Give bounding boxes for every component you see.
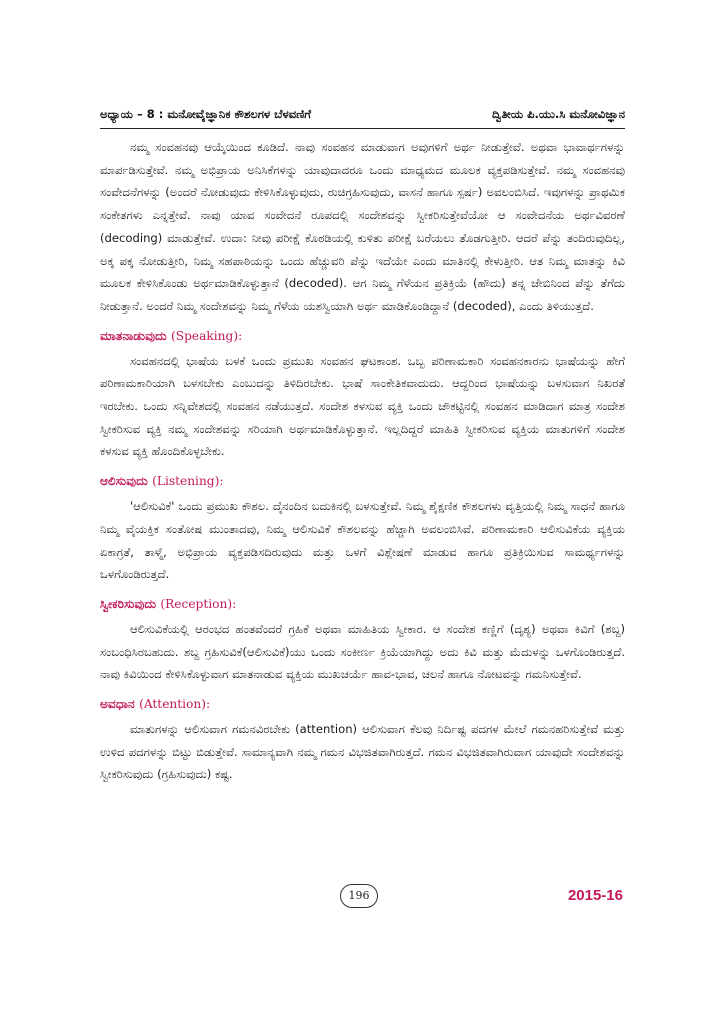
section-heading-reception	[100, 594, 625, 614]
page-number: 196	[340, 884, 378, 908]
section-heading-kn: ಆಲಿಸುವುದು	[100, 474, 148, 489]
page-header	[100, 107, 625, 125]
section-body-reception: ಆಲಿಸುವಿಕೆಯಲ್ಲಿ ಆರಂಭದ ಹಂತವೆಂದರೆ ಗ್ರಹಿಕೆ ಅಥವಾ ಮಾಹಿತಿಯ ಸ್ವೀಕಾರ. ಆ ಸಂದೇಶ ಕಣ್ಣಿಗೆ (ದೃಶ್ಯ) ಅಥವಾ ಕಿವಿಗೆ (ಶಬ್ದ) ಸಂಬಂಧಿಸಿರಬಹುದು. ಶಬ್ದ ಗ್ರಹಿಸುವಿಕೆ(ಆಲಿಸುವಿಕೆ)ಯು ಒಂದು ಸಂಕೀರ್ಣ ಕ್ರಿಯೆಯಾಗಿದ್ದು ಅದು ಕಿವಿ ಮತ್ತು ಮೆದುಳನ್ನು ಒಳಗೊಂಡಿರುತ್ತದೆ. ನಾವು ಕಿವಿಯಿಂದ ಕೇಳಿಸಿಕೊಳ್ಳುವಾಗ ಮಾತನಾಡುವ ವ್ಯಕ್ತಿಯ ಮುಖಚರ್ಯೆ ಹಾವ-ಭಾವ, ಚಲನೆ ಹಾಗೂ ನೋಟವನ್ನು ಗಮನಿಸುತ್ತೇವೆ.	[100, 621, 625, 682]
section-heading-en: (Speaking):	[171, 328, 243, 343]
page-content	[100, 136, 625, 786]
section-heading-kn: ಮಾತನಾಡುವುದು	[100, 328, 167, 343]
header-divider	[100, 128, 625, 129]
section-heading-kn: ಸ್ವೀಕರಿಸುವುದು	[100, 596, 157, 611]
section-heading-en: (Reception):	[160, 596, 237, 611]
course-title: ದ್ವಿತೀಯ ಪಿ.ಯು.ಸಿ ಮನೋವಿಜ್ಞಾನ	[491, 107, 625, 121]
section-body-attention: ಮಾತುಗಳನ್ನು ಆಲಿಸುವಾಗ ಗಮನವಿರಬೇಕು (attention) ಆಲಿಸುವಾಗ ಕೆಲವು ನಿರ್ದಿಷ್ಟ ಪದಗಳ ಮೇಲೆ ಗಮನಹರಿಸುತ್ತೇವೆ ಮತ್ತು ಉಳಿದ ಪದಗಳನ್ನು ಬಿಟ್ಟು ಬಿಡುತ್ತೇವೆ. ಸಾಮಾನ್ಯವಾಗಿ ನಮ್ಮ ಗಮನ ವಿಭಜಿತವಾಗಿರುತ್ತದೆ. ಗಮನ ವಿಭಜಿತವಾಗಿರುವಾಗ ಯಾವುದೇ ಸಂದೇಶವನ್ನು ಸ್ವೀಕರಿಸುವುದು (ಗ್ರಹಿಸುವುದು) ಕಷ್ಟ.	[100, 722, 625, 782]
section-body-speaking: ಸಂವಹನದಲ್ಲಿ ಭಾಷೆಯ ಬಳಕೆ ಒಂದು ಪ್ರಮುಖ ಸಂವಹನ ಘಟಕಾಂಶ. ಒಬ್ಬ ಪರಿಣಾಮಕಾರಿ ಸಂವಹನಕಾರನು ಭಾಷೆಯನ್ನು ಹೇಗೆ ಪರಿಣಾಮಕಾರಿಯಾಗಿ ಬಳಸಬೇಕು ಎಂಬುದನ್ನು ತಿಳಿದಿರಬೇಕು. ಭಾಷೆ ಸಾಂಕೇತಿಕವಾದುದು. ಆದ್ದರಿಂದ ಭಾಷೆಯನ್ನು ಬಳಸುವಾಗ ನಿಖರತೆ ಇರಬೇಕು. ಒಂದು ಸನ್ನಿವೇಶದಲ್ಲಿ ಸಂವಹನ ನಡೆಯುತ್ತದೆ. ಸಂದೇಶ ಕಳಸುವ ವ್ಯಕ್ತಿ ಒಂದು ಚೌಕಟ್ಟಿನಲ್ಲಿ ಸಂವಹನ ಮಾಡಿದಾಗ ಮಾತ್ರ ಸಂದೇಶ ಸ್ವೀಕರಿಸುವ ವ್ಯಕ್ತಿ ನಮ್ಮ ಸಂದೇಶವನ್ನು ಸರಿಯಾಗಿ ಅರ್ಥಮಾಡಿಕೊಳ್ಳುತ್ತಾನೆ. ಇಲ್ಲದಿದ್ದರೆ ಮಾಹಿತಿ ಸ್ವೀಕರಿಸುವ ವ್ಯಕ್ತಿಯ ಮಾತುಗಳಿಗೆ ಸಂದೇಶ ಕಳಸುವ ವ್ಯಕ್ತಿ ಹೊಂದಿಕೊಳ್ಳಬೇಕು.	[100, 353, 625, 459]
section-heading-en: (Attention):	[139, 697, 211, 712]
intro-paragraph: ನಮ್ಮ ಸಂವಹನವು ಆಯ್ಕೆಯಿಂದ ಕೂಡಿದೆ. ನಾವು ಸಂವಹನ ಮಾಡುವಾಗ ಅವುಗಳಿಗೆ ಅರ್ಥ ನೀಡುತ್ತೇವೆ. ಅಥವಾ ಭಾವಾರ್ಥಗಳನ್ನು ಮಾರ್ಪಡಿಸುತ್ತೇವೆ. ನಮ್ಮ ಅಭಿಪ್ರಾಯ ಅನಿಸಿಕೆಗಳನ್ನು ಯಾವುದಾದರೂ ಒಂದು ಮಾಧ್ಯಮದ ಮೂಲಕ ವ್ಯಕ್ತಪಡಿಸುತ್ತೇವೆ. ನಮ್ಮ ಸಂವಹನವು ಸಂವೇದನೆಗಳನ್ನು (ಅಂದರೆ ನೋಡುವುದು ಕೇಳಿಸಿಕೊಳ್ಳುವುದು, ರುಚಿಗ್ರಹಿಸುವುದು, ವಾಸನೆ ಹಾಗೂ ಸ್ಪರ್ಷ) ಅವಲಂಬಿಸಿದೆ. ಇವುಗಳನ್ನು ಪ್ರಾಥಮಿಕ ಸಂಕೇತಗಳು ಎನ್ನತ್ತೇವೆ. ನಾವು ಯಾವ ಸಂವೇದನೆ ರೂಪದಲ್ಲಿ ಸಂದೇಶವನ್ನು ಸ್ವೀಕರಿಸುತ್ತೇವೆಯೋ ಆ ಸಂವೇದನೆಯ ಅರ್ಥವಿವರಣೆ (decoding) ಮಾಡುತ್ತೇವೆ. ಉದಾ: ನೀವು ಪರೀಕ್ಷೆ ಕೊಠಡಿಯಲ್ಲಿ ಕುಳಿತು ಪರೀಕ್ಷೆ ಬರೆಯಲು ತೊಡಗುತ್ತೀರಿ. ಆದರೆ ಪೆನ್ನು ತಂದಿರುವುದಿಲ್ಲ, ಅಕ್ಕ ಪಕ್ಕ ನೋಡುತ್ತೀರಿ, ನಿಮ್ಮ ಸಹಪಾಠಿಯನ್ನು ಒಂದು ಹೆಚ್ಚುವರಿ ಪೆನ್ನು ಇದೆಯೇ ಎಂದು ಮಾತಿನಲ್ಲಿ ಕೇಳುತ್ತೀರಿ. ಆತ ನಿಮ್ಮ ಮಾತನ್ನು ಕಿವಿ ಮೂಲಕ ಕೇಳಿಸಿಕೊಂಡು ಅರ್ಥಮಾಡಿಕೊಳ್ಳುತ್ತಾನೆ (decoded). ಆಗ ನಿಮ್ಮ ಗೆಳೆಯನ ಪ್ರತಿಕ್ರಿಯೆ (ಹೌದು) ತನ್ನ ಜೇಬಿನಿಂದ ಪೆನ್ನು ತೆಗೆದು ನೀಡುತ್ತಾನೆ. ಅಂದರೆ ನಿಮ್ಮ ಸಂದೇಶವನ್ನು ನಿಮ್ಮ ಗೆಳೆಯ ಯಶಸ್ವಿಯಾಗಿ ಅರ್ಥ ಮಾಡಿಕೊಂಡಿದ್ದಾನೆ (decoded), ಎಂದು ತಿಳಿಯುತ್ತದೆ.	[100, 140, 625, 313]
section-heading-kn: ಅವಧಾನ	[100, 697, 135, 712]
section-heading-attention	[100, 694, 625, 714]
edition-year: 2015-16	[567, 887, 623, 904]
section-heading-speaking	[100, 326, 625, 346]
chapter-title: ಅಧ್ಯಾಯ – 8 : ಮನೋವೈಜ್ಞಾನಿಕ ಕೌಶಲಗಳ ಬೆಳವಣಿಗೆ	[100, 107, 311, 121]
section-body-listening: 'ಆಲಿಸುವಿಕೆ' ಒಂದು ಪ್ರಮುಖ ಕೌಶಲ. ದೈನಂದಿನ ಬದುಕಿನಲ್ಲಿ ಬಳಸುತ್ತೇವೆ. ನಿಮ್ಮ ಶೈಕ್ಷಣಿಕ ಕೌಶಲಗಳು ವೃತ್ತಿಯಲ್ಲಿ ನಿಮ್ಮ ಸಾಧನೆ ಹಾಗೂ ನಿಮ್ಮ ವೈಯಕ್ತಿಕ ಸಂತೋಷ ಮುಂತಾದವು, ನಿಮ್ಮ ಆಲಿಸುವಿಕೆ ಕೌಶಲವನ್ನು ಹೆಚ್ಚಾಗಿ ಅವಲಂಬಿಸಿವೆ. ಪರಿಣಾಮಕಾರಿ ಆಲಿಸುವಿಕೆಯ ವ್ಯಕ್ತಿಯ ಏಕಾಗ್ರತೆ, ತಾಳ್ಮೆ, ಅಭಿಪ್ರಾಯ ವ್ಯಕ್ತಪಡಿಸದಿರುವುದು ಮತ್ತು ಒಳಗೆ ವಿಶ್ಲೇಷಣೆ ಮಾಡುವ ಹಾಗೂ ಪ್ರತಿಕ್ರಿಯಿಸುವ ಸಾಮರ್ಥ್ಯಗಳನ್ನು ಒಳಗೊಂಡಿರುತ್ತದೆ.	[100, 499, 625, 582]
section-heading-listening	[100, 471, 625, 491]
section-heading-en: (Listening):	[152, 474, 224, 489]
